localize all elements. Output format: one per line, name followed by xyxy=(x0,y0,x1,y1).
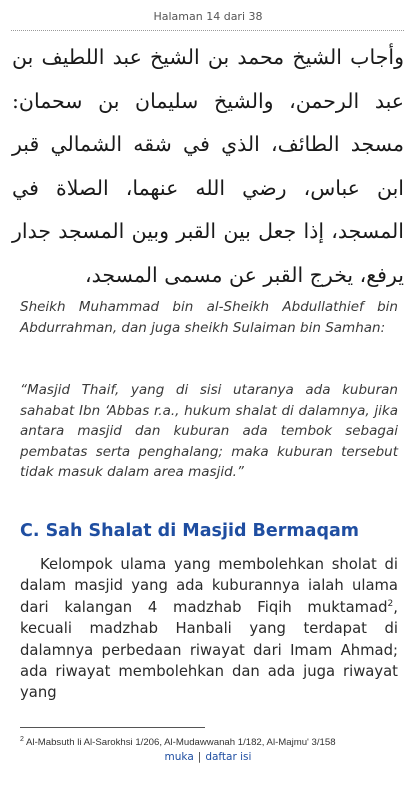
nav-separator: | xyxy=(197,751,202,763)
footnote-text: Al-Mabsuth li Al-Sarokhsi 1/206, Al-Mudawwanah 1/182, Al-Majmu' 3/158 xyxy=(23,737,336,748)
footnote-divider xyxy=(20,727,205,728)
translation-intro: Sheikh Muhammad bin al-Sheikh Abdullathief bin Abdurrahman, dan juga sheikh Sulaiman bin Samhan: xyxy=(20,299,398,336)
table-of-contents-link[interactable]: daftar isi xyxy=(205,751,252,763)
footnote-reference[interactable]: 2 xyxy=(387,598,394,609)
page-indicator: Halaman 14 dari 38 xyxy=(153,10,263,23)
home-link[interactable]: muka xyxy=(164,751,194,763)
footnote-number: 2 xyxy=(20,735,24,743)
section-heading: C. Sah Shalat di Masjid Bermaqam xyxy=(20,521,360,541)
body-text-part-1: Kelompok ulama yang membolehkan sholat di dalam masjid yang ada kuburannya ialah ulama dari kalangan 4 madzhab Fiqih muktamad xyxy=(20,556,398,616)
header-divider xyxy=(11,30,404,31)
body-text-part-2: , kecuali madzhab Hanbali yang terdapat di dalamnya perbedaan riwayat dari Imam Ahmad; ada riwayat membolehkan dan ada juga riwayat yang xyxy=(20,598,398,702)
translation-quote: “Masjid Thaif, yang di sisi utaranya ada kuburan sahabat Ibn ‘Abbas r.a., hukum shalat di dalamnya, jika antara masjid dan kuburan ada tembok sebagai pembatas serta penghalang; maka kuburan tersebut tidak masuk dalam area masjid.” xyxy=(20,382,398,480)
footnote xyxy=(20,737,410,748)
arabic-paragraph: وأجاب الشيخ محمد بن الشيخ عبد اللطيف بن عبد الرحمن، والشيخ سليمان بن سحمان: مسجد الطائف، الذي في شقه الشمالي قبر ابن عباس، رضي الله عنهما، الصلاة في المسجد، إذا جعل بين القبر وبين المسجد جدار يرفع، يخرج القبر عن مسمى المسجد، xyxy=(12,45,404,287)
body-paragraph xyxy=(20,554,398,704)
page-navigation xyxy=(0,751,416,763)
